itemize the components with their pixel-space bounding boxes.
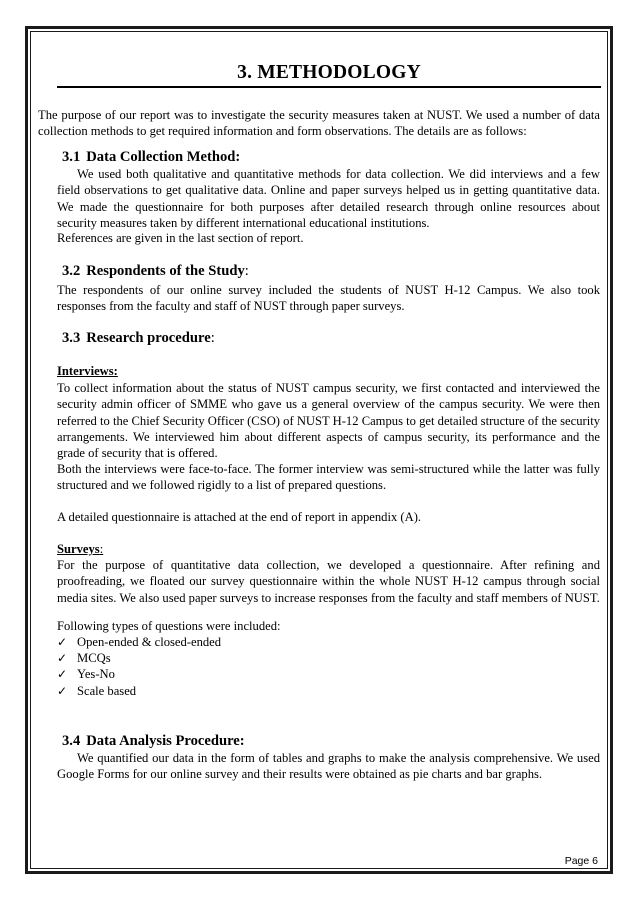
- heading-colon: :: [210, 330, 215, 346]
- page-title: 3. METHODOLOGY: [237, 62, 421, 83]
- question-types-intro: Following types of questions were included:: [57, 619, 281, 633]
- intro-paragraph: The purpose of our report was to investigate the security measures taken at NUST. We used a number of data collection methods to get required information and form observations. The details are as follows:: [38, 108, 600, 139]
- data-analysis-paragraph: We quantified our data in the form of tables and graphs to make the analysis comprehensive. We used Google Forms for our online survey and their results were obtained as pie charts and bar graphs.: [57, 751, 600, 782]
- section-title: Research procedure: [86, 330, 211, 346]
- surveys-paragraph: For the purpose of quantitative data collection, we developed a questionnaire. After refining and proofreading, we floated our survey questionnaire within the whole NUST H-12 campus through social media sites. We also used paper surveys to increase responses from the faculty and staff members of NUST.: [57, 558, 600, 605]
- checkmark-icon: ✓: [57, 667, 68, 682]
- question-type-label: Yes-No: [77, 667, 115, 682]
- question-type-label: MCQs: [77, 651, 111, 666]
- appendix-note: A detailed questionnaire is attached at the end of report in appendix (A).: [57, 510, 422, 524]
- section-number: 3.3: [62, 330, 81, 346]
- question-type-label: Open-ended & closed-ended: [77, 635, 222, 649]
- section-number: 3.2: [62, 263, 81, 279]
- title-underline: [57, 86, 601, 88]
- question-type-item: [57, 666, 221, 682]
- interviews-paragraph-2: Both the interviews were face-to-face. The former interview was semi-structured while the latter was fully structured and we followed rigidly to a list of prepared questions.: [57, 462, 600, 493]
- respondents-paragraph: The respondents of our online survey included the students of NUST H-12 Campus. We also took responses from the faculty and staff of NUST through paper surveys.: [57, 283, 600, 314]
- section-title: Respondents of the Study: [86, 263, 245, 279]
- question-type-item: [57, 683, 221, 699]
- section-number: 3.4: [62, 733, 81, 749]
- question-type-item: [57, 650, 221, 666]
- surveys-colon: :: [99, 542, 104, 556]
- checkmark-icon: ✓: [57, 683, 68, 698]
- question-type-item: [57, 634, 221, 650]
- section-heading-3-2: [62, 263, 249, 280]
- checkmark-icon: ✓: [57, 635, 68, 649]
- section-title: Data Collection Method:: [86, 149, 241, 165]
- data-collection-paragraph: We used both qualitative and quantitative methods for data collection. We did interviews and a few field observations to get qualitative data. Online and paper surveys helped us in getting quantitative data. We made the questionnaire for both purposes after detailed research through online resources about security measures taken by different international educational institutions.: [57, 167, 600, 230]
- section-heading-3-1: [62, 149, 240, 166]
- section-heading-3-3: [62, 330, 215, 347]
- question-type-label: Scale based: [77, 683, 137, 698]
- question-types-list: [57, 634, 221, 699]
- section-number: 3.1: [62, 149, 81, 165]
- surveys-label: Surveys: [57, 542, 100, 556]
- interviews-paragraph: To collect information about the status of NUST campus security, we first contacted and interviewed the security admin officer of SMME who gave us a general overview of the campus security. We were then referred to the Chief Security Officer (CSO) of NUST H-12 Campus to get detailed structure of the security arrangements. We interviewed him about different aspects of campus security, its performance and the grade of security that is offered.: [57, 381, 600, 461]
- section-title: Data Analysis Procedure:: [86, 733, 245, 749]
- page-number: Page 6: [564, 855, 598, 867]
- heading-colon: :: [244, 263, 249, 279]
- section-heading-3-4: [62, 733, 245, 750]
- interviews-label: Interviews:: [57, 364, 118, 378]
- checkmark-icon: ✓: [57, 651, 68, 666]
- references-note: References are given in the last section of report.: [57, 231, 304, 245]
- surveys-label-wrap: [57, 542, 103, 557]
